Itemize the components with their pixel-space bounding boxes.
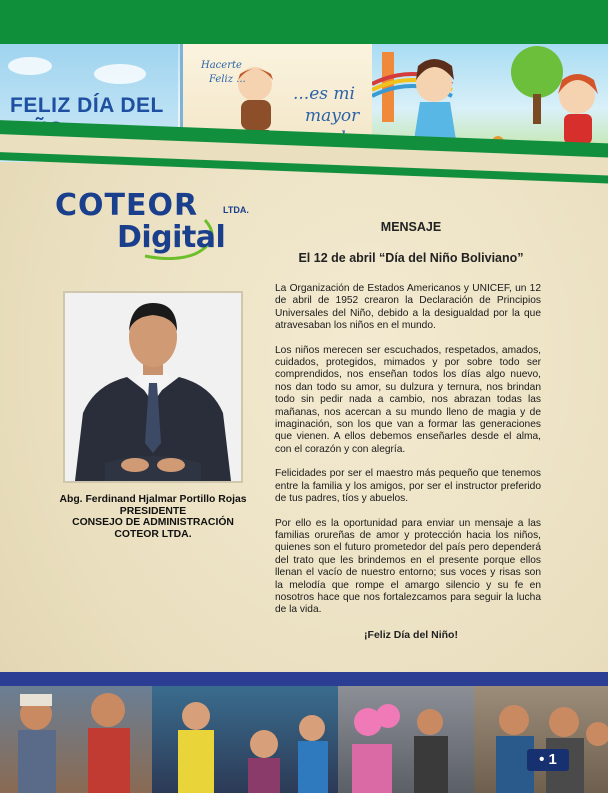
article-paragraph: Los niños merecen ser escuchados, respetados, amados, cuidados, protegidos, mimados y por sobre todo ser comprendidos, nos enseñan todos los días algo nuevo, nos dan todo su amor, su dulzura y ternura, nos brindan todo sin pedir nada a cambio, nos abrazan todas las mañanas, nos acercan a su mundo lleno de magia y de imaginación, son los que van a formar las generaciones que vienen. A ellos debemos enseñarles desde el alma, con el corazón y con alegría. <box>275 344 541 455</box>
logo-product: Digital <box>117 220 226 255</box>
banner-script-line-3: ...es mi <box>293 84 355 104</box>
footer-photo-strip <box>0 686 608 793</box>
article-paragraph: Por ello es la oportunidad para enviar un mensaje a las familias orureñas de amor y protección hacia los niños, quienes son el futuro prometedor del país pero dependerá del trato que les brindemos en el presente porque ellos llenan el vacío de nuestro entorno; sus voces y risas son la melodía que rompe el amargo silencio y su fe en nosotros hace que nos fortalezcamos para seguir la lucha de la vida. <box>275 517 541 616</box>
president-name: Abg. Ferdinand Hjalmar Portillo Rojas <box>59 494 247 505</box>
president-role: PRESIDENTE <box>119 505 187 517</box>
president-org: COTEOR LTDA. <box>114 528 192 540</box>
banner-script-line-2: Feliz ... <box>209 74 246 85</box>
page-number-badge: • 1 <box>527 749 569 771</box>
president-body: CONSEJO DE ADMINISTRACIÓN <box>72 517 234 528</box>
banner-title: FELIZ DÍA DEL <box>10 94 164 117</box>
president-portrait <box>63 291 243 483</box>
children-group-image <box>0 686 152 793</box>
footer-bar <box>0 672 608 686</box>
logo-suffix: LTDA. <box>223 205 249 215</box>
portrait-caption <box>40 494 266 540</box>
children-balloons-image <box>338 686 474 793</box>
banner-script-line-4: mayor <box>305 106 360 126</box>
banner-script-line-1: Hacerte <box>201 60 242 71</box>
classroom-children-image <box>152 686 338 793</box>
coteor-digital-logo <box>55 188 265 255</box>
article-body <box>275 283 541 629</box>
smiling-boys-image <box>474 686 608 793</box>
footer-photo-classroom <box>152 686 338 793</box>
article-paragraph: Felicidades por ser el maestro más pequeño que tenemos entre la familia y los amigos, por ser el instructor preferido de tus padres, tíos y abuelos. <box>275 468 541 505</box>
logo-wordmark: COTEOR <box>55 188 199 223</box>
article-heading: MENSAJE <box>380 220 442 234</box>
portrait-person-image <box>65 293 241 481</box>
article-closing: ¡Feliz Día del Niño! <box>364 629 458 641</box>
article-subheading: El 12 de abril “Día del Niño Boliviano” <box>298 251 524 265</box>
article-paragraph: La Organización de Estados Americanos y UNICEF, un 12 de abril de 1952 crearon la Declaración de Principios Universales del Niño, debido a la desigualdad por la que atravesaban los niños en el mundo. <box>275 283 541 332</box>
footer-photo-children-group <box>0 686 152 793</box>
footer-photo-balloons <box>338 686 474 793</box>
footer-photo-boys <box>474 686 608 793</box>
